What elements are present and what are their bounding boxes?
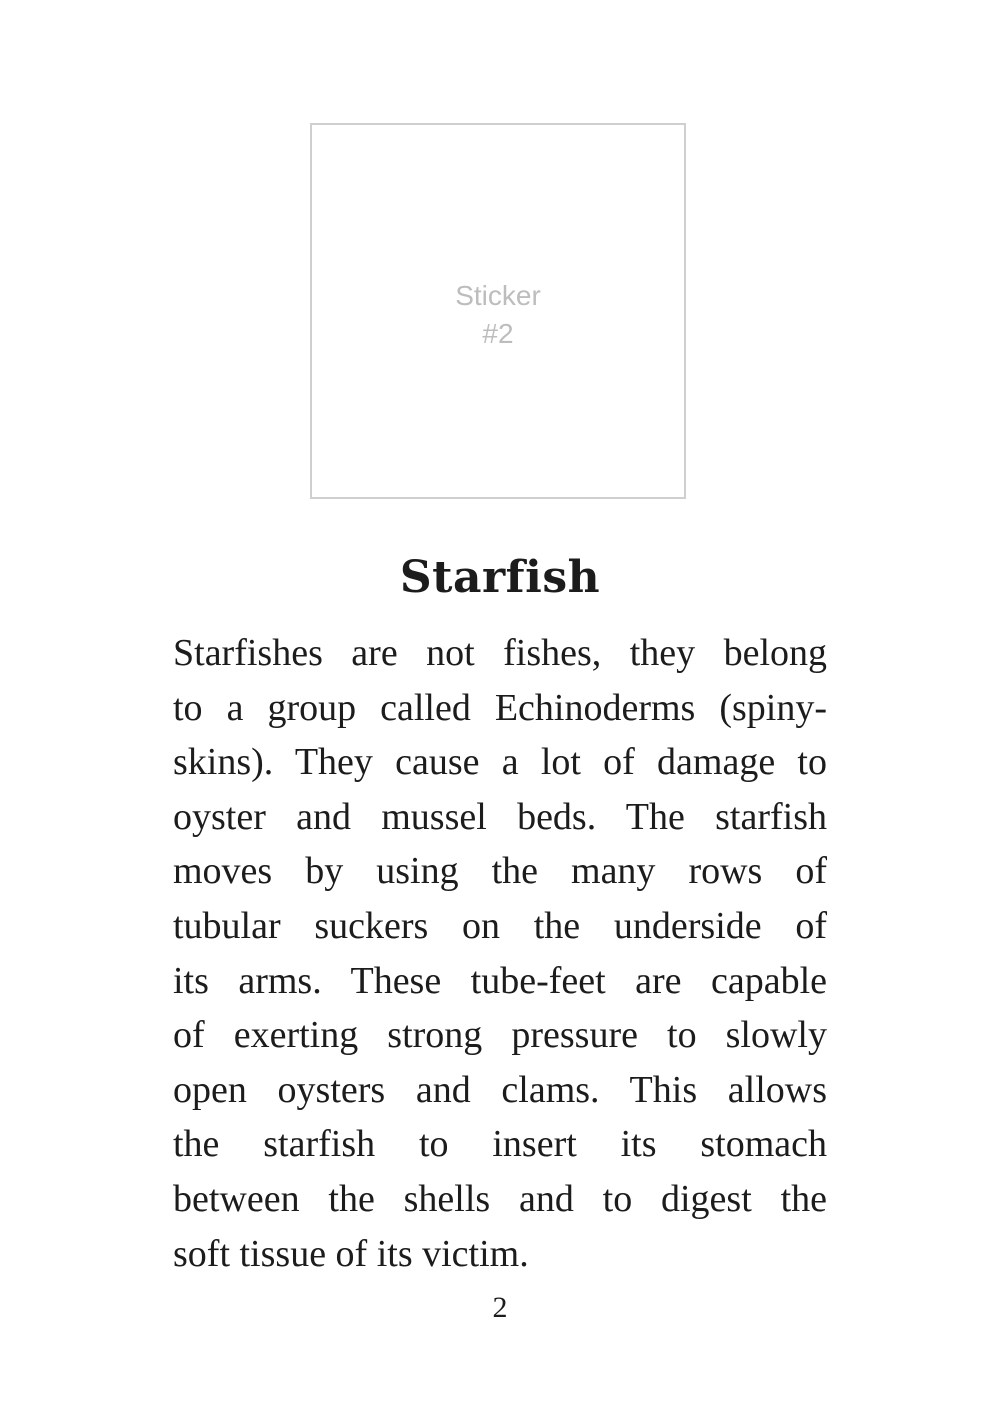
- paragraph-line: of exerting strong pressure to slowly: [173, 1014, 827, 1057]
- sticker-label: [312, 277, 684, 353]
- paragraph-line: Starfishes are not fishes, they belong: [173, 632, 827, 674]
- paragraph-line: open oysters and clams. This allows: [173, 1068, 827, 1111]
- paragraph-line: the starfish to insert its stomach: [173, 1123, 827, 1166]
- sticker-placeholder: [310, 123, 686, 499]
- paragraph-line: between the shells and to digest the: [173, 1177, 827, 1220]
- sticker-number: #2: [482, 318, 514, 349]
- paragraph-line: to a group called Echinoderms (spiny-: [173, 686, 827, 729]
- paragraph-line: skins). They cause a lot of damage to: [173, 741, 827, 784]
- paragraph-line: its arms. These tube-feet are capable: [173, 959, 827, 1002]
- paragraph-line: tubular suckers on the underside of: [173, 904, 827, 947]
- page-number: 2: [492, 1291, 508, 1324]
- body-paragraph: [173, 626, 827, 1281]
- paragraph-line: moves by using the many rows of: [173, 850, 827, 893]
- paragraph-line: soft tissue of its victim.: [173, 1232, 529, 1275]
- paragraph-line: oyster and mussel beds. The starfish: [173, 795, 827, 838]
- page-title: Starfish: [399, 552, 601, 603]
- sticker-label-text: Sticker: [455, 280, 541, 311]
